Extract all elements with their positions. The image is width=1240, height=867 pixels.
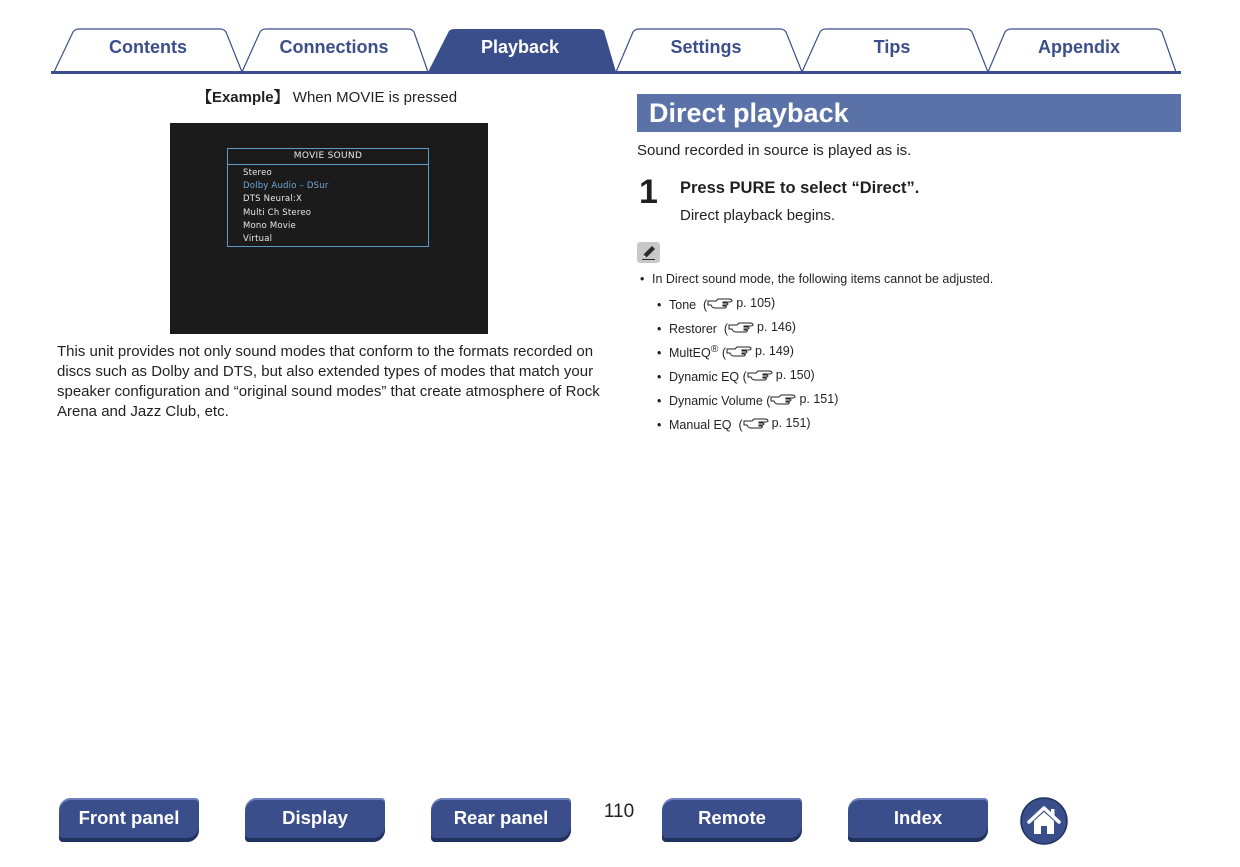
tab-connections[interactable]: Connections xyxy=(279,37,389,57)
page-number: 110 xyxy=(603,801,635,822)
osd-item-list xyxy=(228,165,428,246)
note-text xyxy=(640,270,993,288)
home-button[interactable] xyxy=(1020,797,1068,845)
rear-panel-button[interactable]: Rear panel xyxy=(431,798,571,842)
bullet: • xyxy=(640,272,645,286)
list-item: • Restorer ( p. 146) xyxy=(657,316,838,340)
tab-playback[interactable]: Playback xyxy=(480,37,560,57)
tab-contents[interactable]: Contents xyxy=(109,37,187,57)
tab-tips[interactable]: Tips xyxy=(873,37,911,57)
page-ref-link[interactable]: p. 151) xyxy=(743,413,811,434)
page-ref-link[interactable]: p. 149) xyxy=(726,341,794,362)
example-label: 【Example】 xyxy=(196,89,289,106)
step-description: Direct playback begins. xyxy=(680,207,836,224)
osd-screen xyxy=(170,123,488,334)
step-number: 1 xyxy=(639,173,658,211)
page-ref-link[interactable]: p. 146) xyxy=(728,317,796,338)
list-item: • Dynamic Volume ( p. 151) xyxy=(657,388,838,412)
index-button[interactable]: Index xyxy=(848,798,988,842)
osd-item-stereo[interactable]: Stereo xyxy=(243,168,272,178)
osd-item-virtual[interactable]: Virtual xyxy=(243,234,273,245)
list-item: • Tone ( p. 105) xyxy=(657,292,838,316)
pencil-icon xyxy=(637,242,660,263)
sound-modes-paragraph: This unit provides not only sound modes that conform to the formats recorded on discs such as Dolby and DTS, but also extended types of modes that match your speaker configuration and “original sound modes” that create atmosphere of Rock Arena and Jazz Club, etc. xyxy=(57,343,600,420)
example-caption xyxy=(57,88,597,108)
pointing-hand-icon xyxy=(728,321,754,333)
osd-item-multi-ch-stereo[interactable]: Multi Ch Stereo xyxy=(243,207,312,218)
home-icon xyxy=(1020,797,1068,845)
pointing-hand-icon xyxy=(747,369,773,381)
osd-item-dolby-audio-dsur[interactable]: Dolby Audio – DSur xyxy=(243,181,329,192)
page-ref-link[interactable]: p. 150) xyxy=(747,365,815,386)
example-text: When MOVIE is pressed xyxy=(288,89,458,106)
osd-item-dts-neural-x[interactable]: DTS Neural:X xyxy=(243,194,302,205)
page-ref-link[interactable]: p. 151) xyxy=(770,389,838,410)
osd-title: MOVIE SOUND xyxy=(228,149,428,165)
step-title: Press PURE to select “Direct”. xyxy=(680,179,920,197)
list-item: • MultEQ® ( p. 149) xyxy=(657,340,838,364)
page-ref-link[interactable]: p. 105) xyxy=(707,293,775,314)
section-heading: Direct playback xyxy=(637,94,1181,132)
pointing-hand-icon xyxy=(770,393,796,405)
pointing-hand-icon xyxy=(707,297,733,309)
intro-text: Sound recorded in source is played as is. xyxy=(637,142,912,159)
tab-settings[interactable]: Settings xyxy=(670,37,742,57)
list-item: • Dynamic EQ ( p. 150) xyxy=(657,364,838,388)
display-button[interactable]: Display xyxy=(245,798,385,842)
note-sentence: In Direct sound mode, the following items cannot be adjusted. xyxy=(652,272,994,286)
pointing-hand-icon xyxy=(726,345,752,357)
movie-sound-menu xyxy=(227,148,429,247)
osd-item-mono-movie[interactable]: Mono Movie xyxy=(243,220,296,231)
remote-button[interactable]: Remote xyxy=(662,798,802,842)
pointing-hand-icon xyxy=(743,417,769,429)
tab-appendix[interactable]: Appendix xyxy=(1037,37,1120,57)
not-adjustable-list xyxy=(657,292,838,436)
tab-bar xyxy=(0,0,1240,80)
list-item: • Manual EQ ( p. 151) xyxy=(657,412,838,436)
front-panel-button[interactable]: Front panel xyxy=(59,798,199,842)
